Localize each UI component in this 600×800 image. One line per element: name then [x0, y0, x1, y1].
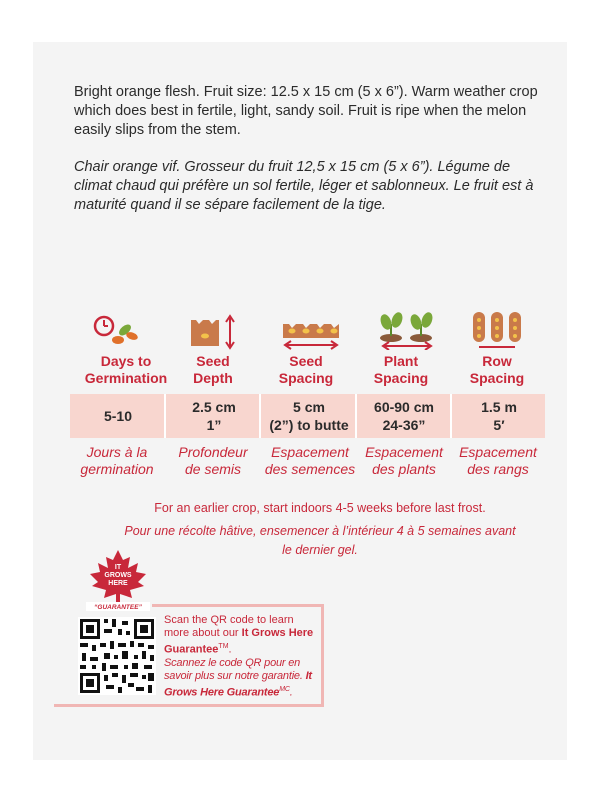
description-french: Chair orange vif. Grosseur du fruit 12,5 x 15 cm (5 x 6”). Légume de climat chaud qui préfère un sol fertile, léger et sablonneux. Le fruit est à maturité quand il se sépare facilement de la tige. — [74, 159, 534, 213]
french-days-to-germination: Jours à la germination — [80, 444, 154, 477]
label-row-spacing: Row Spacing — [469, 353, 525, 386]
french-plant-spacing: Espacement des plants — [365, 444, 443, 477]
value-plant-spacing: 60-90 cm 24-36” — [374, 399, 434, 433]
clock-seedling-icon — [92, 312, 142, 348]
maple-leaf-logo — [78, 548, 158, 612]
svg-text:HERE: HERE — [108, 580, 128, 587]
label-days-to-germination: Days to Germination — [84, 353, 168, 386]
guarantee-text-french: Scannez le code QR pour en savoir plus sur notre garantie. It Grows Here Guarantee$^{MC}$. — [164, 656, 312, 699]
note-french: Pour une récolte hâtive, ensemencer à l’intérieur 4 à 5 semaines avant le dernier gel. — [124, 524, 516, 557]
qr-code[interactable] — [78, 617, 156, 695]
svg-text:IT: IT — [114, 564, 122, 571]
svg-text:“GUARANTEE”: “GUARANTEE” — [94, 604, 142, 611]
svg-text:GROWS: GROWS — [104, 572, 132, 579]
seed-depth-icon — [188, 312, 238, 350]
guarantee-box-border — [152, 604, 324, 607]
french-seed-spacing: Espacement des semences — [264, 444, 356, 477]
value-seed-depth: 2.5 cm 1” — [192, 399, 236, 433]
value-seed-spacing: 5 cm (2”) to butte — [269, 399, 349, 433]
seed-spacing-icon — [281, 318, 341, 350]
french-seed-depth: Profondeur de semis — [178, 444, 248, 477]
value-row-spacing: 1.5 m 5′ — [481, 399, 517, 433]
label-plant-spacing: Plant Spacing — [373, 353, 429, 386]
guarantee-text — [164, 614, 314, 699]
row-spacing-icon — [471, 310, 525, 350]
label-seed-spacing: Seed Spacing — [278, 353, 334, 386]
french-row-spacing: Espacement des rangs — [459, 444, 537, 477]
guarantee-text-english: Scan the QR code to learn more about our It Grows Here Guarantee™. — [164, 614, 314, 656]
description-english: Bright orange flesh. Fruit size: 12.5 x 15 cm (5 x 6”). Warm weather crop which does best in fertile, light, sandy soil. Fruit is ripe when the melon easily slips from the stem. — [74, 84, 538, 138]
plant-spacing-icon — [377, 310, 437, 350]
label-seed-depth: Seed Depth — [193, 353, 233, 386]
note-english: For an earlier crop, start indoors 4-5 weeks before last frost. — [154, 501, 486, 515]
value-days-to-germination: 5-10 — [103, 408, 133, 424]
